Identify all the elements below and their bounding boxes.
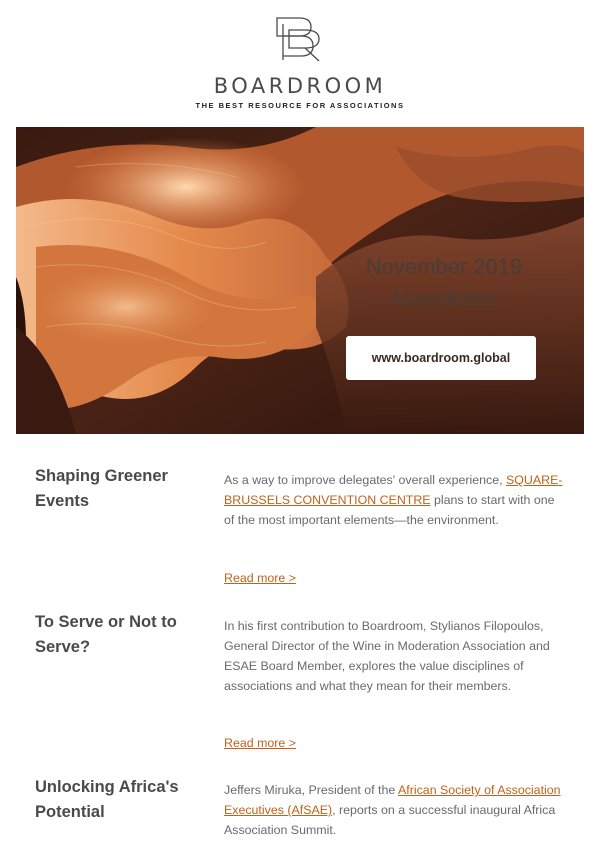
website-button[interactable]: www.boardroom.global — [346, 336, 536, 380]
hero-title-line-2: Newsletter — [392, 286, 496, 311]
article-title: To Serve or Not to Serve? — [35, 613, 177, 656]
read-more-link[interactable]: Read more > — [224, 571, 296, 585]
article-body-text: Jeffers Miruka, President of the — [224, 783, 399, 797]
hero-banner — [16, 127, 584, 434]
article-title: Shaping Greener Events — [35, 467, 168, 510]
brand-tagline: THE BEST RESOURCE FOR ASSOCIATIONS — [195, 101, 405, 110]
boardroom-logo-icon — [275, 16, 323, 62]
article-body — [224, 470, 564, 530]
article-body-text: plans to start with one of the most important elements—the environment. — [224, 493, 555, 527]
afsae-link[interactable]: African Society of Association Executives (AfSAE) — [224, 783, 561, 817]
article-body — [224, 780, 564, 840]
article-body: In his first contribution to Boardroom, Stylianos Filopoulos, General Director of the Wine in Moderation Association and ESAE Board Member, explores the value disciplines of associations and what they mean for their members. — [224, 619, 550, 693]
article-body-text: As a way to improve delegates' overall experience, — [224, 473, 506, 487]
header — [0, 0, 600, 127]
article-body-text: , reports on a successful inaugural Africa Association Summit. — [224, 803, 556, 837]
hero-title — [334, 251, 554, 315]
read-more-link[interactable]: Read more > — [224, 736, 296, 750]
brand-name: BOARDROOM — [213, 74, 387, 98]
square-brussels-link[interactable]: SQUARE-BRUSSELS CONVENTION CENTRE — [224, 473, 563, 507]
article-title: Unlocking Africa's Potential — [35, 778, 179, 821]
hero-title-line-1: November 2019 — [365, 254, 523, 279]
